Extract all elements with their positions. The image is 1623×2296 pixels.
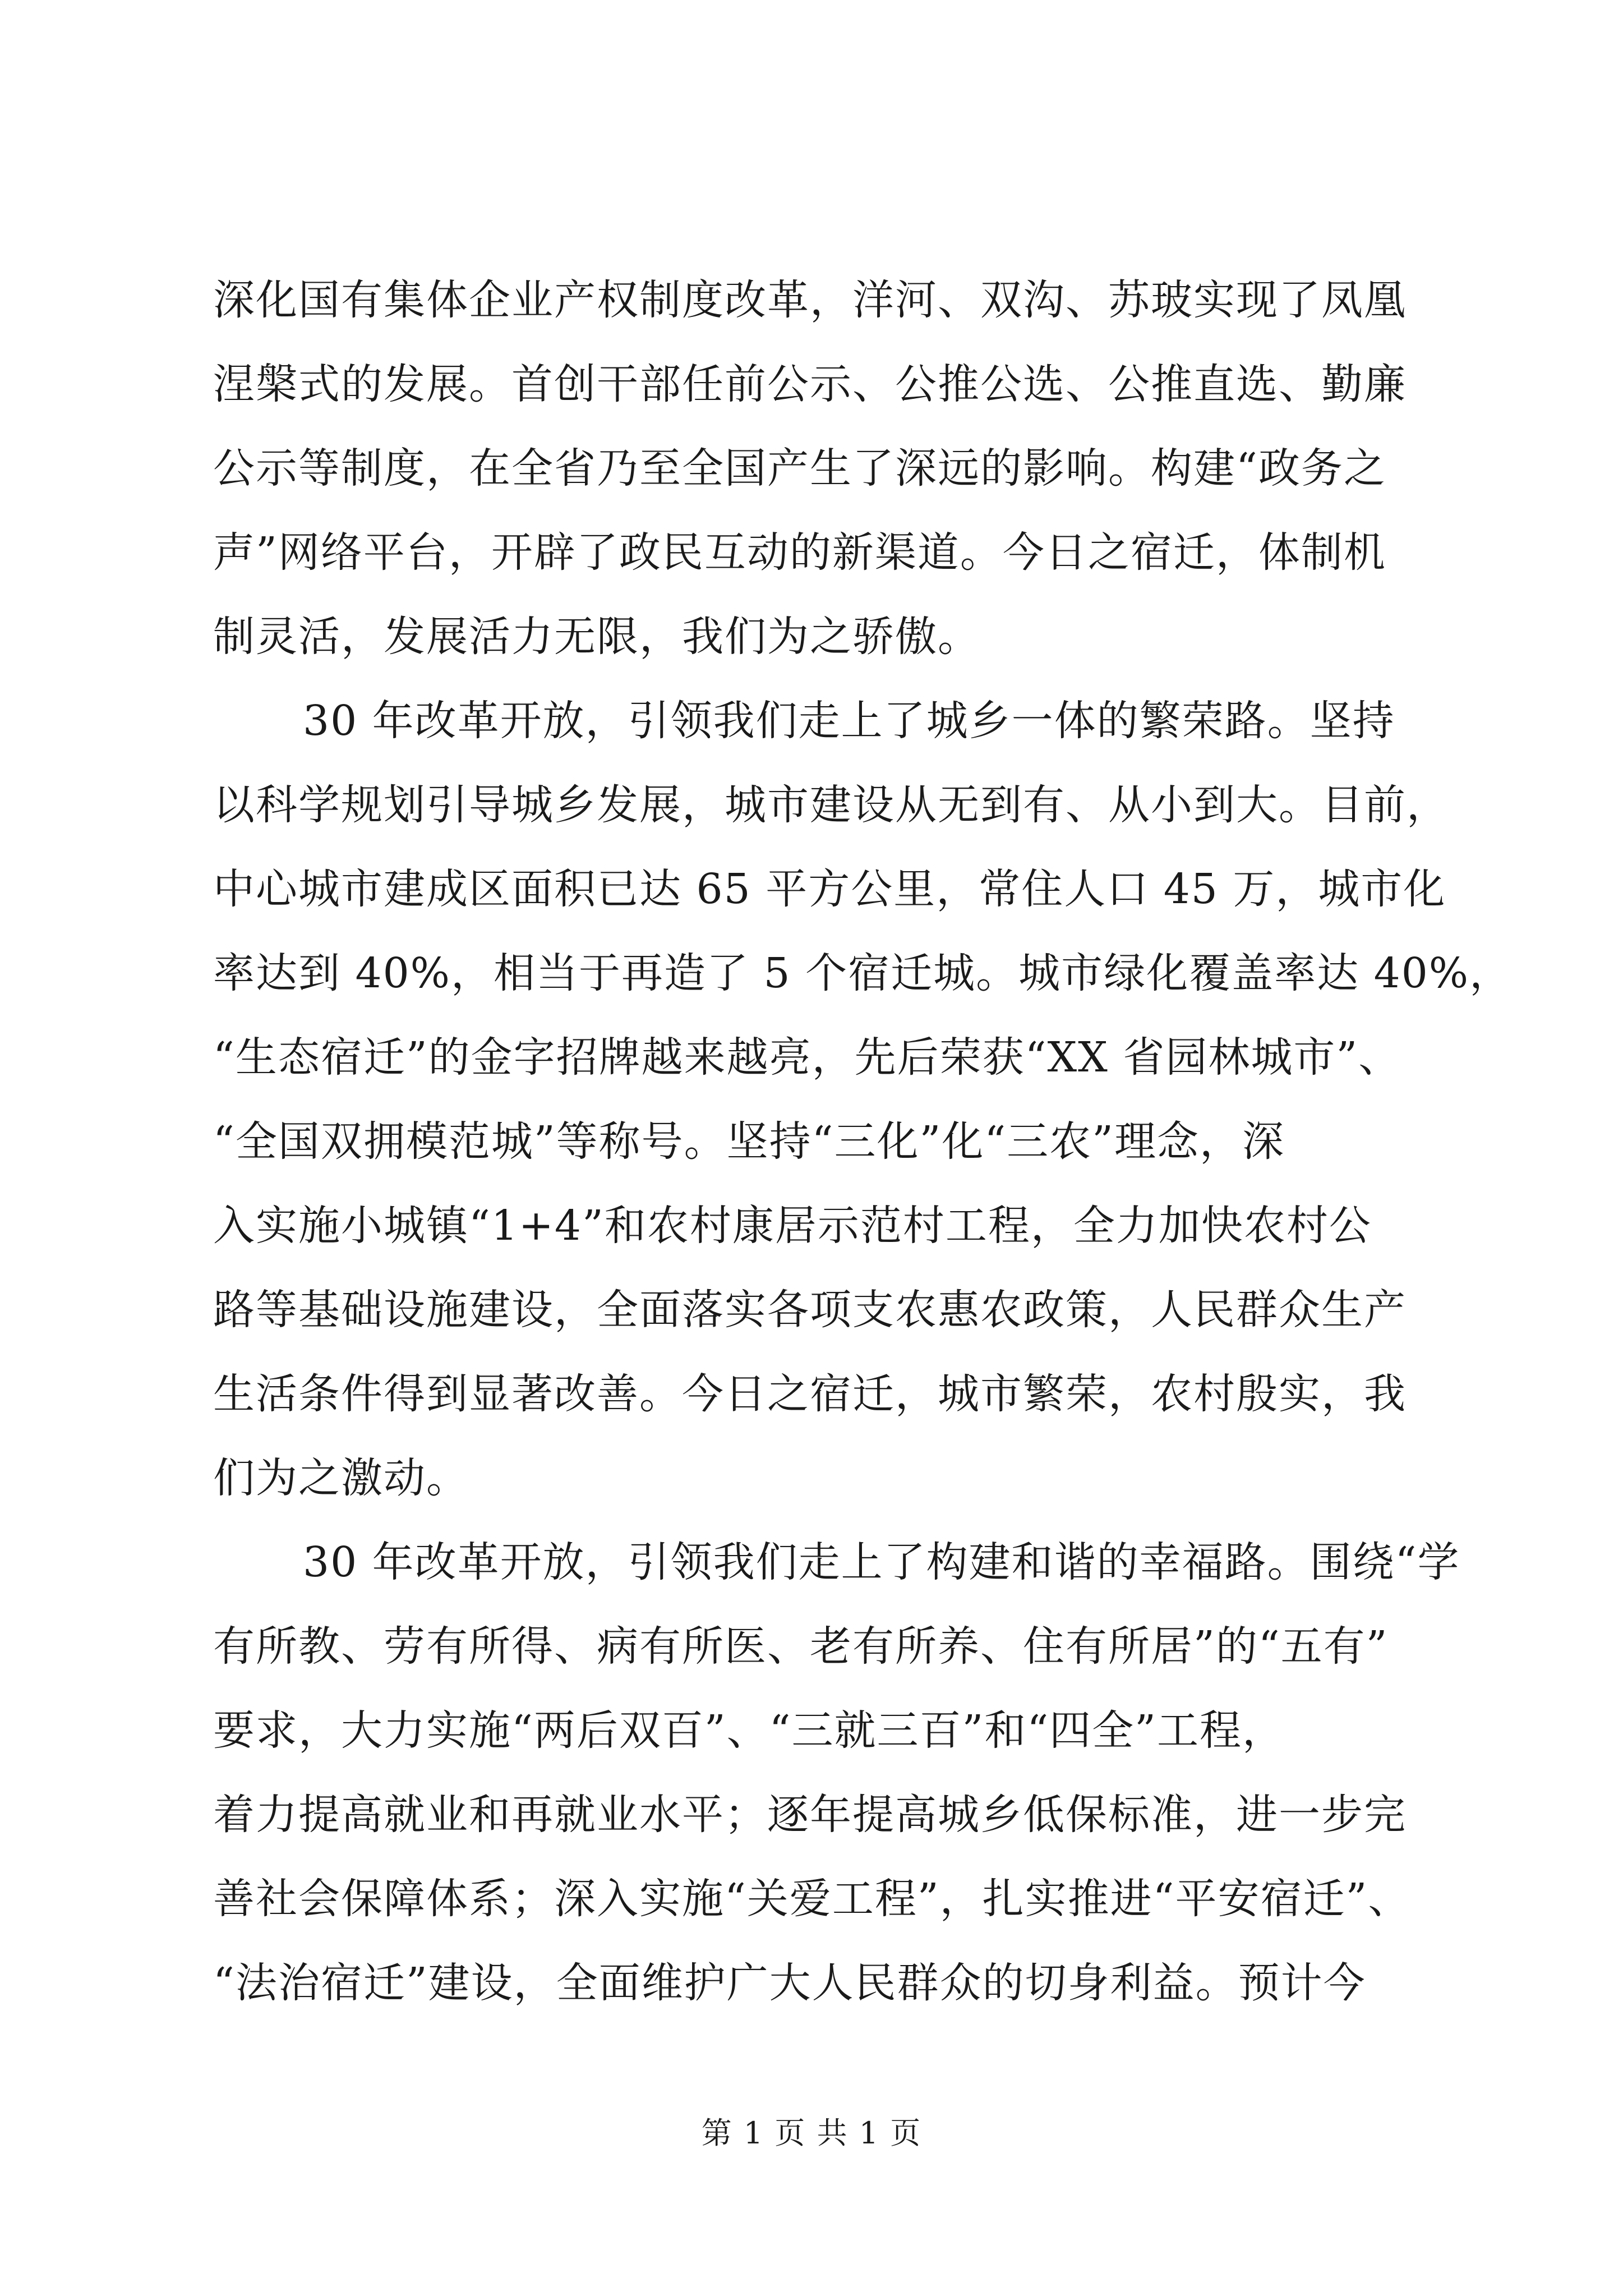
text-line: “全国双拥模范城”等称号。坚持“三化”化“三农”理念，深 [213, 1117, 1285, 1166]
text-line: 公示等制度，在全省乃至全国产生了深远的影响。构建“政务之 [213, 444, 1386, 493]
text-line: 制灵活，发展活力无限，我们为之骄傲。 [213, 613, 980, 661]
text-line: 入实施小城镇“1+4”和农村康居示范村工程，全力加快农村公 [213, 1202, 1372, 1250]
text-line: 有所教、劳有所得、病有所医、老有所养、住有所居”的“五有” [213, 1622, 1389, 1671]
text-line: 率达到 40%，相当于再造了 5 个宿迁城。城市绿化覆盖率达 40%， [213, 949, 1513, 997]
text-line: 善社会保障体系；深入实施“关爱工程”，扎实推进“平安宿迁”、 [213, 1875, 1411, 1923]
text-line: 生活条件得到显著改善。今日之宿迁，城市繁荣，农村殷实，我 [213, 1370, 1407, 1418]
text-line: “生态宿迁”的金字招牌越来越亮，先后荣获“XX 省园林城市”、 [213, 1033, 1401, 1082]
text-line: 声”网络平台，开辟了政民互动的新渠道。今日之宿迁，体制机 [213, 528, 1386, 577]
text-line: 们为之激动。 [213, 1454, 469, 1502]
text-line: 着力提高就业和再就业水平；逐年提高城乡低保标准，进一步完 [213, 1791, 1407, 1839]
text-line: 路等基础设施建设，全面落实各项支农惠农政策，人民群众生产 [213, 1286, 1407, 1334]
text-line: “法治宿迁”建设，全面维护广大人民群众的切身利益。预计今 [213, 1959, 1366, 2007]
body-text [213, 258, 1513, 2025]
text-line: 要求，大力实施“两后双百”、“三就三百”和“四全”工程， [213, 1706, 1285, 1755]
text-line: 中心城市建成区面积已达 65 平方公里，常住人口 45 万，城市化 [213, 865, 1446, 913]
text-line: 涅槃式的发展。首创干部任前公示、公推公选、公推直选、勤廉 [213, 360, 1407, 408]
page-number-footer: 第 1 页 共 1 页 [701, 2115, 922, 2151]
text-line: 深化国有集体企业产权制度改革，洋河、双沟、苏玻实现了凤凰 [213, 276, 1407, 324]
paragraph-first-line: 30 年改革开放，引领我们走上了城乡一体的繁荣路。坚持 [303, 697, 1395, 745]
text-line: 以科学规划引导城乡发展，城市建设从无到有、从小到大。目前， [213, 781, 1449, 829]
paragraph-first-line: 30 年改革开放，引领我们走上了构建和谐的幸福路。围绕“学 [303, 1538, 1460, 1586]
